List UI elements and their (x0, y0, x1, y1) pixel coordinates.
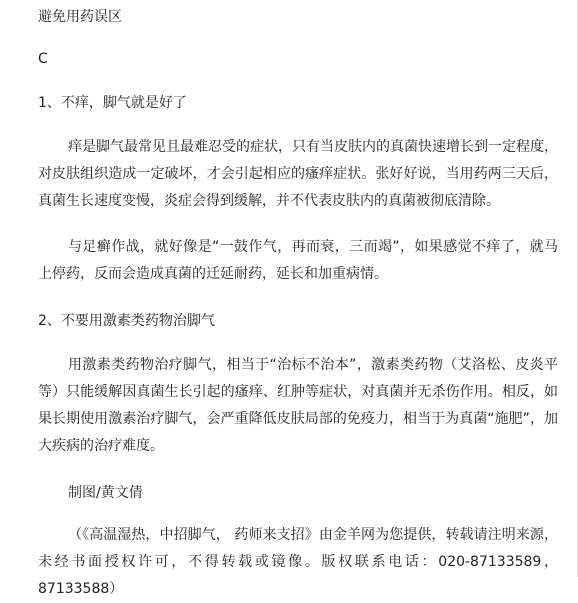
section-heading-1: 1、不痒，脚气就是好了 (38, 95, 187, 111)
image-credit: 制图/黄文倩 (68, 485, 143, 501)
paragraph-itch-symptom: 痒是脚气最常见且最难忍受的症状，只有当皮肤内的真菌快速增长到一定程度，对皮肤组织造成一定破坏，才会引起相应的瘙痒症状。张好好说，当用药两三天后，真菌生长速度变慢，炎症会得到缓解，并不代表皮肤内的真菌被彻底清除。 (38, 139, 558, 209)
section-marker: C (38, 51, 48, 67)
section-heading-2: 2、不要用激素类药物治脚气 (38, 313, 215, 329)
paragraph-hormone-drugs: 用激素类药物治疗脚气，相当于“治标不治本”，激素类药物（艾洛松、皮炎平等）只能缓解因真菌生长引起的瘙痒、红肿等症状，对真菌并无杀伤作用。相反，如果长期使用激素治疗脚气，会严重降低皮肤局部的免疫力，相当于为真菌“施肥”，加大疾病的治疗难度。 (38, 357, 558, 454)
paragraph-treatment-advice: 与足癣作战，就好像是“一鼓作气，再而衰，三而竭”，如果感觉不痒了，就马上停药，反而会造成真菌的迁延耐药，延长和加重病情。 (38, 239, 558, 282)
article-title: 避免用药误区 (38, 9, 122, 25)
copyright-footer: （《高温湿热，中招脚气， 药师来支招》由金羊网为您提供，转载请注明来源，未经书面授权许可，不得转载或镜像。版权联系电话：020-87133589，87133588） (38, 527, 558, 597)
